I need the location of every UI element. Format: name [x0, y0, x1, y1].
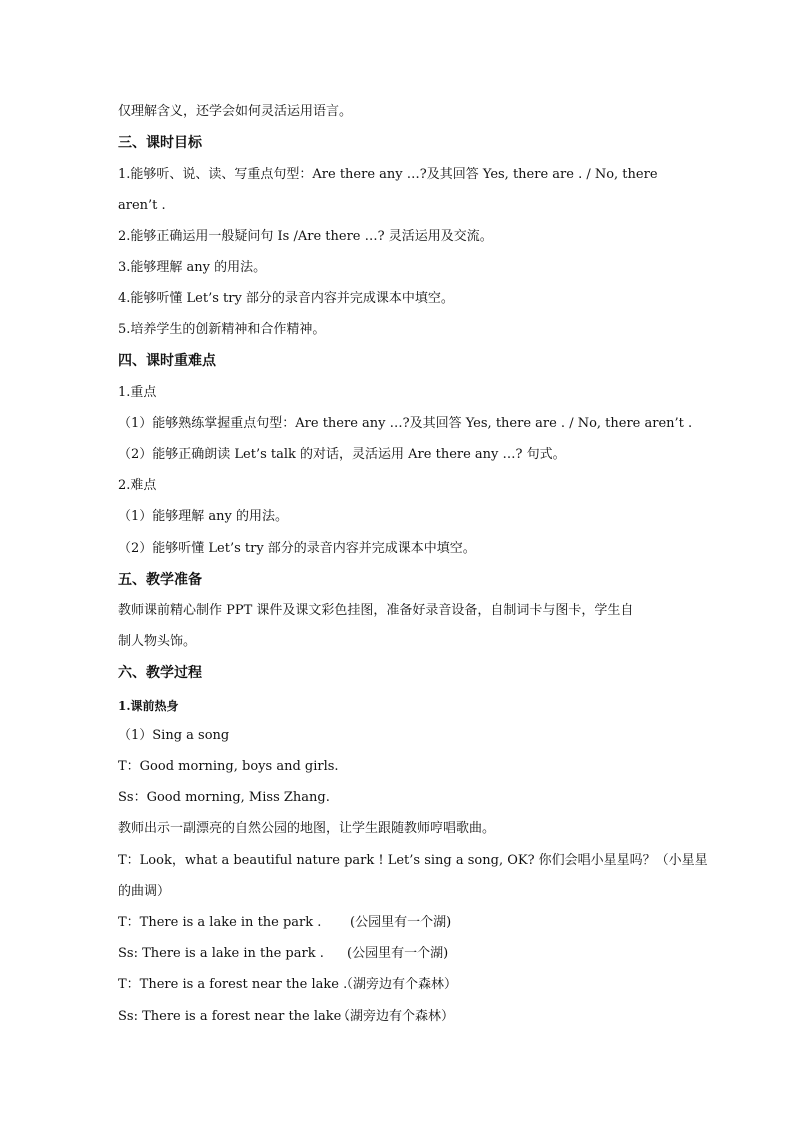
song-translation: (公园里有一个湖) [350, 915, 452, 930]
song-line: T：There is a lake in the park . [118, 915, 322, 930]
objective-5: 5.培养学生的创新精神和合作精神。 [118, 322, 326, 337]
warmup-step-1: （1）Sing a song [118, 728, 230, 743]
dialogue-line: Ss：Good morning, Miss Zhang. [118, 790, 330, 805]
song-translation: (公园里有一个湖) [347, 946, 449, 961]
difficult-point-1: （1）能够理解 any 的用法。 [118, 509, 289, 524]
section-heading-preparation: 五、教学准备 [118, 572, 202, 588]
key-point-1: （1）能够熟练掌握重点句型：Are there any …?及其回答 Yes, there are . / No, there aren’t . [118, 416, 693, 431]
paragraph-line: 仅理解含义，还学会如何灵活运用语言。 [118, 104, 353, 119]
objective-4: 4.能够听懂 Let’s try 部分的录音内容并完成课本中填空。 [118, 291, 454, 306]
dialogue-line: T：Good morning, boys and girls. [118, 759, 339, 774]
objective-1-continued: aren’t . [118, 198, 166, 213]
section-heading-procedure: 六、教学过程 [118, 665, 202, 681]
dialogue-line-continued: 的曲调） [118, 884, 171, 899]
key-points-label: 1.重点 [118, 385, 157, 400]
instruction-line: 教师出示一副漂亮的自然公园的地图，让学生跟随教师哼唱歌曲。 [118, 821, 496, 836]
song-line: Ss: There is a lake in the park . [118, 946, 324, 961]
section-heading-objectives: 三、课时目标 [118, 135, 202, 151]
song-line: T：There is a forest near the lake . [118, 977, 348, 992]
objective-3: 3.能够理解 any 的用法。 [118, 260, 267, 275]
section-heading-key-points: 四、课时重难点 [118, 353, 216, 369]
difficult-point-2: （2）能够听懂 Let’s try 部分的录音内容并完成课本中填空。 [118, 541, 476, 556]
objective-1: 1.能够听、说、读、写重点句型：Are there any …?及其回答 Yes, there are . / No, there [118, 167, 658, 182]
objective-2: 2.能够正确运用一般疑问句 Is /Are there …? 灵活运用及交流。 [118, 229, 493, 244]
song-line: Ss: There is a forest near the lake . [118, 1009, 350, 1024]
song-translation: （湖旁边有个森林） [337, 1009, 455, 1024]
preparation-text-continued: 制人物头饰。 [118, 634, 197, 649]
dialogue-line: T：Look，what a beautiful nature park ! Let’s sing a song, OK? 你们会唱小星星吗？（小星星 [118, 853, 708, 868]
difficult-points-label: 2.难点 [118, 478, 157, 493]
key-point-2: （2）能够正确朗读 Let’s talk 的对话，灵活运用 Are there any …? 句式。 [118, 447, 566, 462]
song-translation: （湖旁边有个森林） [340, 977, 458, 992]
warmup-heading: 1.课前热身 [118, 699, 179, 713]
preparation-text: 教师课前精心制作 PPT 课件及课文彩色挂图，准备好录音设备，自制词卡与图卡，学生自 [118, 603, 634, 618]
